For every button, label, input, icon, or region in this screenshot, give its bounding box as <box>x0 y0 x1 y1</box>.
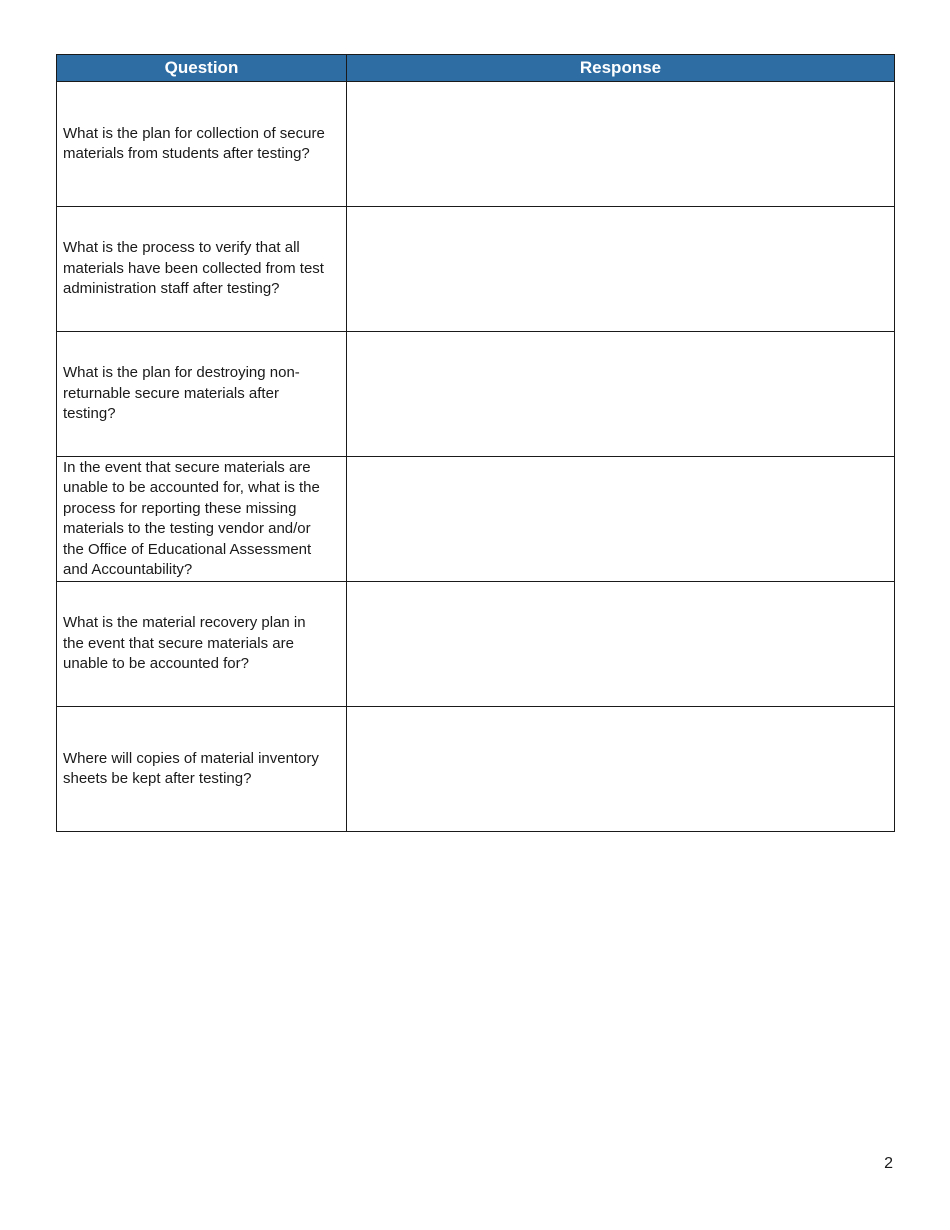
question-cell: What is the plan for collection of secure materials from students after testing? <box>57 82 347 207</box>
question-column-header: Question <box>57 55 347 82</box>
question-cell: Where will copies of material inventory sheets be kept after testing? <box>57 707 347 832</box>
question-cell: In the event that secure materials are unable to be accounted for, what is the process for reporting these missing materials to the testing vendor and/or the Office of Educational Assessment and Accountability? <box>57 457 347 582</box>
response-cell[interactable] <box>347 207 895 332</box>
table-row <box>57 457 895 582</box>
table-row <box>57 82 895 207</box>
response-cell[interactable] <box>347 457 895 582</box>
question-cell: What is the process to verify that all materials have been collected from test administration staff after testing? <box>57 207 347 332</box>
table-header-row <box>57 55 895 82</box>
response-cell[interactable] <box>347 332 895 457</box>
questions-table <box>56 54 895 832</box>
page-number: 2 <box>884 1155 893 1172</box>
response-cell[interactable] <box>347 82 895 207</box>
table-row <box>57 582 895 707</box>
table-row <box>57 707 895 832</box>
question-cell: What is the plan for destroying non- returnable secure materials after testing? <box>57 332 347 457</box>
response-cell[interactable] <box>347 582 895 707</box>
table-row <box>57 332 895 457</box>
response-column-header: Response <box>347 55 895 82</box>
response-cell[interactable] <box>347 707 895 832</box>
question-cell: What is the material recovery plan in the event that secure materials are unable to be accounted for? <box>57 582 347 707</box>
table-row <box>57 207 895 332</box>
